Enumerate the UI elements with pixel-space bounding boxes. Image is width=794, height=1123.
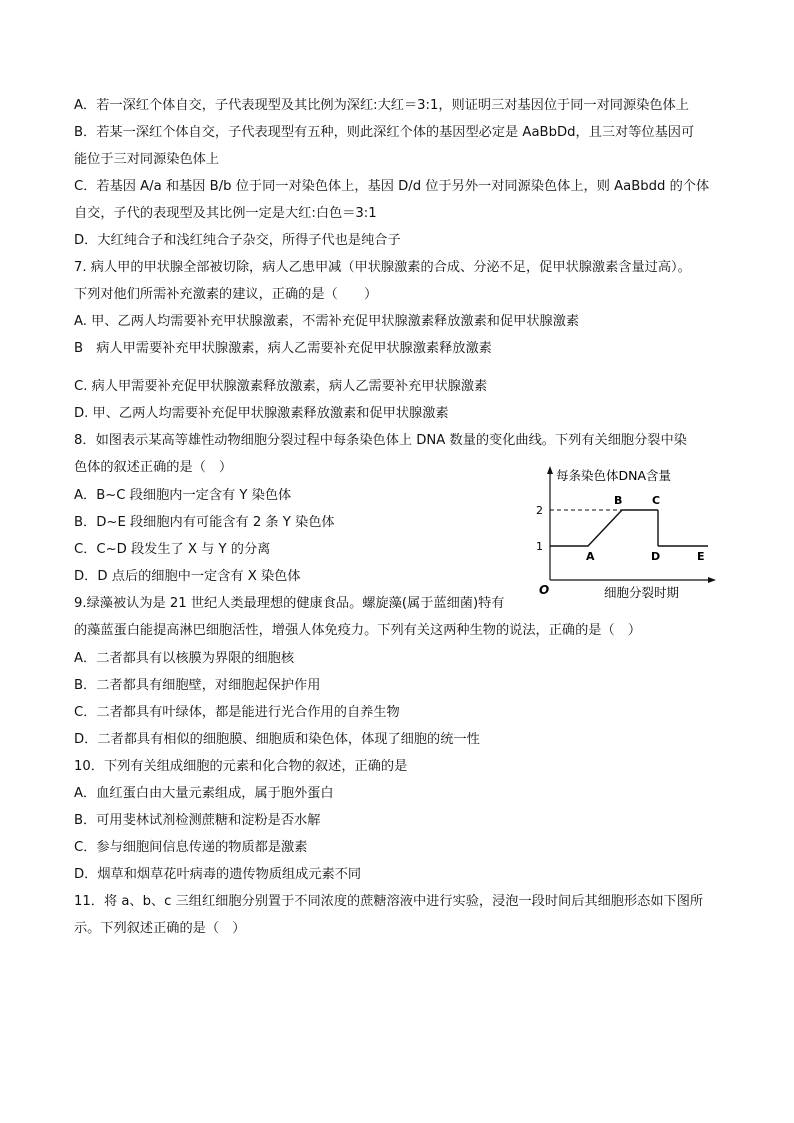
- y-tick-2: 2: [536, 504, 543, 517]
- q7-stem-cont: 下列对他们所需补充激素的建议，正确的是（ ）: [74, 287, 378, 302]
- q7-option-d: D. 甲、乙两人均需要补充促甲状腺激素释放激素和促甲状腺激素: [74, 406, 449, 421]
- q9-stem: 9.绿藻被认为是 21 世纪人类最理想的健康食品。螺旋藻(属于蓝细菌)特有: [74, 596, 505, 611]
- q10-option-c: C．参与细胞间信息传递的物质都是激素: [74, 840, 308, 855]
- origin-label: O: [539, 583, 550, 597]
- dna-curve: [550, 510, 658, 546]
- q10-option-d: D．烟草和烟草花叶病毒的遗传物质组成元素不同: [74, 867, 362, 882]
- q7-option-a: A. 甲、乙两人均需要补充甲状腺激素，不需补充促甲状腺激素释放激素和促甲状腺激素: [74, 314, 580, 329]
- x-axis-arrow-icon: [708, 577, 716, 583]
- q10-stem: 10．下列有关组成细胞的元素和化合物的叙述，正确的是: [74, 759, 408, 774]
- q7-option-c: C. 病人甲需要补充促甲状腺激素释放激素，病人乙需要补充甲状腺激素: [74, 379, 488, 394]
- q8-option-c: C．C~D 段发生了 X 与 Y 的分离: [74, 542, 271, 557]
- dna-chart-svg: [530, 462, 730, 602]
- q6-option-b-cont: 能位于三对同源染色体上: [74, 152, 220, 167]
- q9-option-c: C．二者都具有叶绿体，都是能进行光合作用的自养生物: [74, 705, 400, 720]
- point-label-c: C: [652, 494, 661, 507]
- q9-option-a: A．二者都具有以核膜为界限的细胞核: [74, 651, 295, 666]
- dna-content-chart: [530, 462, 730, 602]
- q6-option-d: D．大红纯合子和浅红纯合子杂交，所得子代也是纯合子: [74, 233, 401, 248]
- y-axis-label: 每条染色体DNA含量: [556, 468, 672, 483]
- point-label-d: D: [651, 550, 661, 563]
- q10-option-b: B．可用斐林试剂检测蔗糖和淀粉是否水解: [74, 813, 321, 828]
- q8-stem: 8．如图表示某高等雄性动物细胞分裂过程中每条染色体上 DNA 数量的变化曲线。下列有关细胞分裂中染: [74, 433, 687, 448]
- q9-option-b: B．二者都具有细胞壁，对细胞起保护作用: [74, 678, 321, 693]
- x-axis-label: 细胞分裂时期: [604, 585, 680, 600]
- q8-stem-cont: 色体的叙述正确的是（ ）: [74, 460, 233, 475]
- y-axis-arrow-icon: [547, 466, 553, 474]
- point-label-b: B: [614, 494, 623, 507]
- point-label-a: A: [586, 550, 595, 563]
- q10-option-a: A．血红蛋白由大量元素组成，属于胞外蛋白: [74, 786, 334, 801]
- q9-option-d: D．二者都具有相似的细胞膜、细胞质和染色体，体现了细胞的统一性: [74, 732, 480, 747]
- q9-stem-cont: 的藻蓝蛋白能提高淋巴细胞活性，增强人体免疫力。下列有关这两种生物的说法，正确的是（ ）: [74, 623, 642, 638]
- q11-stem: 11．将 a、b、c 三组红细胞分别置于不同浓度的蔗糖溶液中进行实验，浸泡一段时间后其细胞形态如下图所: [74, 894, 704, 909]
- q6-option-b: B．若某一深红个体自交，子代表现型有五种，则此深红个体的基因型必定是 AaBbDd，且三对等位基因可: [74, 125, 695, 140]
- point-label-e: E: [697, 550, 705, 563]
- q7-option-b: B 病人甲需要补充甲状腺激素，病人乙需要补充促甲状腺激素释放激素: [74, 341, 492, 356]
- q7-stem: 7. 病人甲的甲状腺全部被切除，病人乙患甲减（甲状腺激素的合成、分泌不足，促甲状腺激素含量过高）。: [74, 260, 691, 275]
- q6-option-c-cont: 自交，子代的表现型及其比例一定是大红:白色＝3:1: [74, 206, 377, 221]
- y-tick-1: 1: [536, 540, 543, 553]
- q8-option-d: D．D 点后的细胞中一定含有 X 染色体: [74, 569, 301, 584]
- q8-option-b: B．D~E 段细胞内有可能含有 2 条 Y 染色体: [74, 515, 335, 530]
- q6-option-c: C．若基因 A/a 和基因 B/b 位于同一对染色体上，基因 D/d 位于另外一对同源染色体上，则 AaBbdd 的个体: [74, 179, 710, 194]
- q11-stem-cont: 示。下列叙述正确的是（ ）: [74, 921, 246, 936]
- q6-option-a: A．若一深红个体自交，子代表现型及其比例为深红:大红＝3:1，则证明三对基因位于同一对同源染色体上: [74, 98, 689, 113]
- q8-option-a: A．B~C 段细胞内一定含有 Y 染色体: [74, 488, 292, 503]
